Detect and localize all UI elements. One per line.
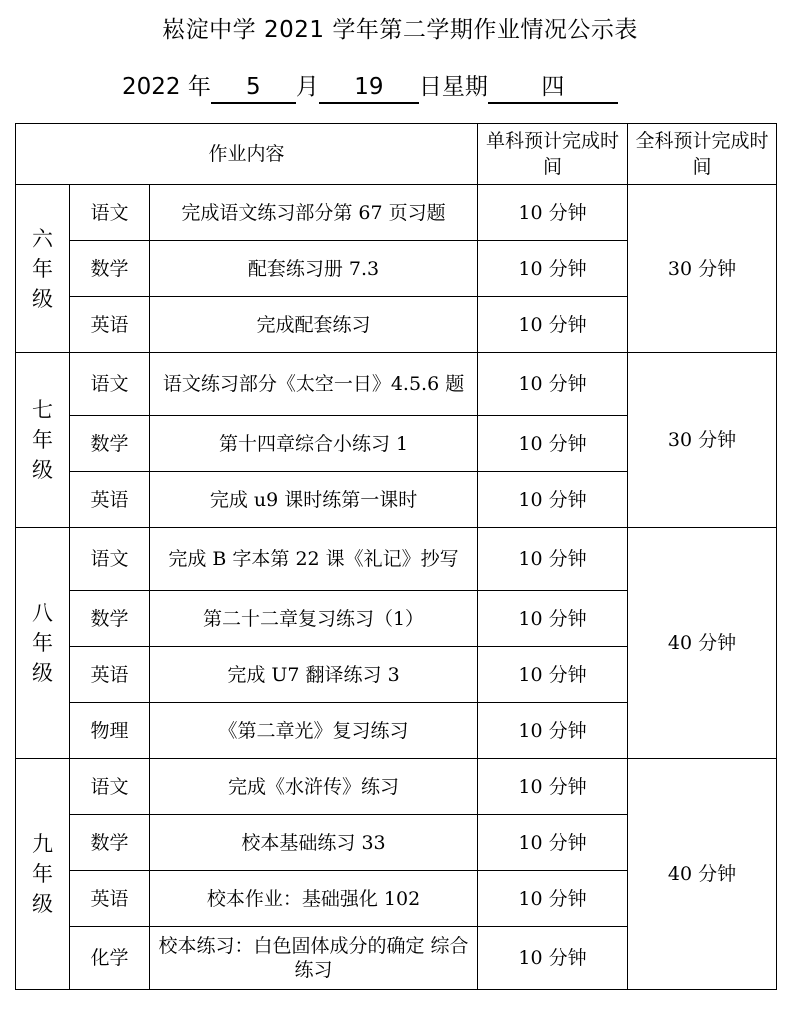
task-cell: 完成 U7 翻译练习 3 bbox=[150, 647, 478, 703]
table-header-row bbox=[16, 124, 777, 185]
task-cell: 完成语文练习部分第 67 页习题 bbox=[150, 185, 478, 241]
task-cell: 校本作业：基础强化 102 bbox=[150, 871, 478, 927]
subject-cell: 语文 bbox=[70, 528, 150, 591]
total-time-cell: 40 分钟 bbox=[628, 759, 777, 990]
time-cell: 10 分钟 bbox=[478, 591, 628, 647]
date-month-suffix: 月 bbox=[295, 74, 319, 100]
header-total-time: 全科预计完成时间 bbox=[628, 124, 777, 185]
total-time-cell: 40 分钟 bbox=[628, 528, 777, 759]
table-row bbox=[16, 528, 777, 591]
subject-cell: 数学 bbox=[70, 591, 150, 647]
date-month: 5 bbox=[211, 72, 296, 104]
time-cell: 10 分钟 bbox=[478, 703, 628, 759]
time-cell: 10 分钟 bbox=[478, 871, 628, 927]
time-cell: 10 分钟 bbox=[478, 241, 628, 297]
subject-cell: 语文 bbox=[70, 185, 150, 241]
page-title: 崧淀中学 2021 学年第二学期作业情况公示表 bbox=[162, 17, 638, 43]
task-cell: 校本基础练习 33 bbox=[150, 815, 478, 871]
subject-cell: 英语 bbox=[70, 871, 150, 927]
task-cell: 配套练习册 7.3 bbox=[150, 241, 478, 297]
table-row bbox=[16, 759, 777, 815]
time-cell: 10 分钟 bbox=[478, 647, 628, 703]
grade-label: 六 年 级 bbox=[16, 185, 70, 353]
date-day-suffix: 日星期 bbox=[418, 74, 488, 100]
time-cell: 10 分钟 bbox=[478, 759, 628, 815]
time-cell: 10 分钟 bbox=[478, 815, 628, 871]
total-time-cell: 30 分钟 bbox=[628, 353, 777, 528]
subject-cell: 物理 bbox=[70, 703, 150, 759]
subject-cell: 英语 bbox=[70, 647, 150, 703]
table-row bbox=[16, 185, 777, 241]
grade-label: 八 年 级 bbox=[16, 528, 70, 759]
task-cell: 完成 B 字本第 22 课《礼记》抄写 bbox=[150, 528, 478, 591]
subject-cell: 英语 bbox=[70, 472, 150, 528]
task-cell: 第十四章综合小练习 1 bbox=[150, 416, 478, 472]
subject-cell: 语文 bbox=[70, 759, 150, 815]
task-cell: 完成《水浒传》练习 bbox=[150, 759, 478, 815]
grade-label: 九 年 级 bbox=[16, 759, 70, 990]
total-time-cell: 30 分钟 bbox=[628, 185, 777, 353]
header-content: 作业内容 bbox=[16, 124, 478, 185]
task-cell: 语文练习部分《太空一日》4.5.6 题 bbox=[150, 353, 478, 416]
task-cell: 校本练习：白色固体成分的确定 综合练习 bbox=[150, 927, 478, 990]
grade-label: 七 年 级 bbox=[16, 353, 70, 528]
date-line bbox=[122, 72, 618, 108]
table-row bbox=[16, 353, 777, 416]
homework-table bbox=[15, 123, 777, 990]
subject-cell: 数学 bbox=[70, 815, 150, 871]
task-cell: 《第二章光》复习练习 bbox=[150, 703, 478, 759]
time-cell: 10 分钟 bbox=[478, 472, 628, 528]
subject-cell: 英语 bbox=[70, 297, 150, 353]
task-cell: 第二十二章复习练习（1） bbox=[150, 591, 478, 647]
time-cell: 10 分钟 bbox=[478, 185, 628, 241]
date-year: 2022 年 bbox=[122, 74, 211, 100]
date-weekday: 四 bbox=[488, 72, 618, 104]
subject-cell: 数学 bbox=[70, 416, 150, 472]
date-day: 19 bbox=[319, 72, 419, 104]
time-cell: 10 分钟 bbox=[478, 416, 628, 472]
subject-cell: 化学 bbox=[70, 927, 150, 990]
time-cell: 10 分钟 bbox=[478, 297, 628, 353]
subject-cell: 语文 bbox=[70, 353, 150, 416]
header-single-time: 单科预计完成时间 bbox=[478, 124, 628, 185]
task-cell: 完成 u9 课时练第一课时 bbox=[150, 472, 478, 528]
subject-cell: 数学 bbox=[70, 241, 150, 297]
time-cell: 10 分钟 bbox=[478, 927, 628, 990]
task-cell: 完成配套练习 bbox=[150, 297, 478, 353]
time-cell: 10 分钟 bbox=[478, 353, 628, 416]
time-cell: 10 分钟 bbox=[478, 528, 628, 591]
